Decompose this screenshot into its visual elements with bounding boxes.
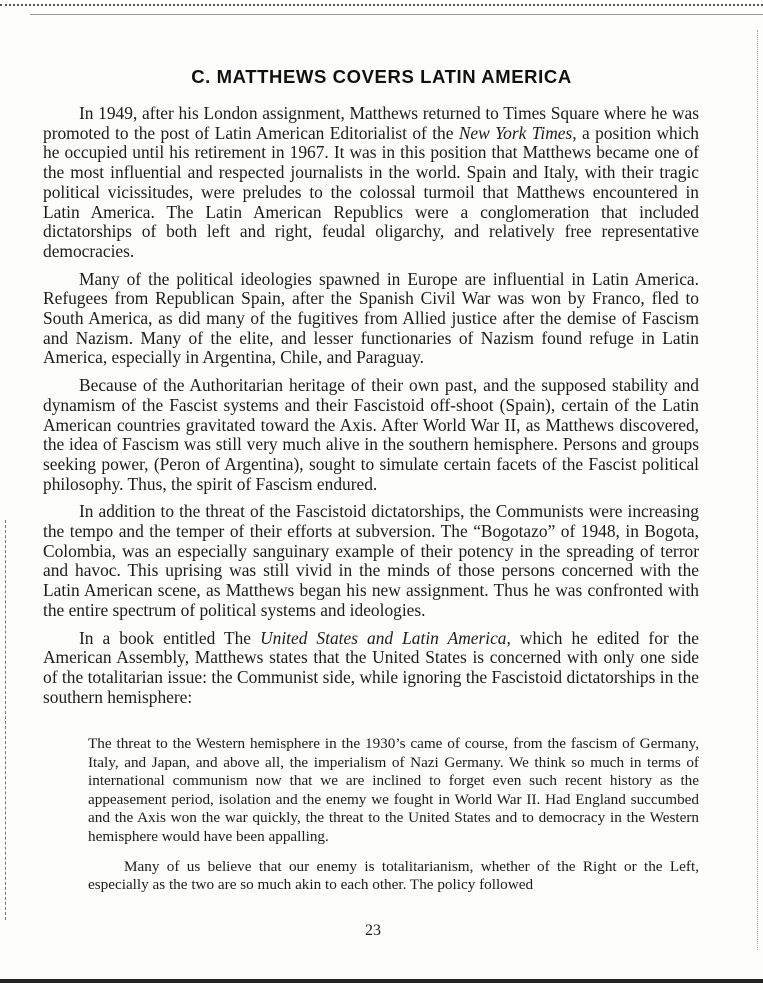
paragraph-5-text-c: which he edited for the American Assembly, Matthews states that the United States is concerned with only one side of the totalitarian issue: the Communist side, while ignoring the Fascistoid dictatorships in the southern hemisphere: [43,627,699,707]
right-scan-edge [757,30,758,950]
page-number: 23 [365,922,381,939]
block-quote [88,735,699,906]
paragraph-5 [43,629,699,708]
body-text [43,104,699,715]
bottom-border-rule [0,979,763,983]
paragraph-1-newspaper-title: New York Times, [458,122,577,143]
paragraph-3: Because of the Authoritarian heritage of their own past, and the supposed stability and dynamism of the Fascist systems and their Fascistoid off-shoot (Spain), certain of the Latin American countries gravitated toward the Axis. After World War II, as Matthews discovered, the idea of Fascism was still very much alive in the southern hemisphere. Persons and groups seeking power, (Peron of Argentina), sought to simulate certain facets of the Fascist political philosophy. Thus, the spirit of Fascism endured. [43,375,699,494]
section-title: C. MATTHEWS COVERS LATIN AMERICA [191,66,572,87]
paragraph-1 [43,104,699,262]
quote-paragraph-2: Many of us believe that our enemy is totalitarianism, whether of the Right or the Left, especially as the two are so much akin to each other. The policy followed [88,857,699,894]
top-border-rule [0,4,763,6]
paragraph-1-text-c: a position which he occupied until his retirement in 1967. It was in this position that Matthews became one of the most influential and respected journalists in the world. Spain and Italy, with their tragic political vicissitudes, were preludes to the colossal turmoil that Matthews encountered in Latin America. The Latin American Republics were a conglomeration that included dictatorships of both left and right, feudal oligarchy, and relatively free representative democracies. [43,122,699,261]
paragraph-2: Many of the political ideologies spawned in Europe are influential in Latin America. Refugees from Republican Spain, after the Spanish Civil War was won by Franco, fled to South America, as did many of the fugitives from Allied justice after the demise of Fascism and Nazism. Many of the elite, and lesser functionaries of Nazism found refuge in Latin America, especially in Argentina, Chile, and Paraguay. [43,268,699,368]
left-scan-edge [5,520,6,920]
paragraph-5-text-a: In a book entitled The [79,627,261,648]
paragraph-5-book-title: United States and Latin America, [260,627,511,648]
paragraph-4: In addition to the threat of the Fascistoid dictatorships, the Communists were increasing the tempo and the temper of their efforts at subversion. The “Bogotazo” of 1948, in Bogota, Colombia, was an especially sanguinary example of their potency in the spreading of terror and havoc. This uprising was still vivid in the minds of those persons concerned with the Latin American scene, as Matthews began his new assignment. Thus he was confronted with the entire spectrum of political systems and ideologies. [43,501,699,620]
paragraph-1-text-a: In 1949, after his London assignment, Matthews returned to Times Square where he was promoted to the post of Latin American Editorialist of the [43,103,699,143]
quote-paragraph-1: The threat to the Western hemisphere in the 1930’s came of course, from the fascism of Germany, Italy, and Japan, and above all, the imperialism of Nazi Germany. We think so much in terms of international communism now that we are inclined to forget even such recent history as the appeasement period, isolation and the enemy we fought in World War II. Had England succumbed and the Axis won the war quickly, the threat to the United States and to democracy in the Western hemisphere would have been appalling. [88,735,699,845]
top-header-line [30,14,763,15]
